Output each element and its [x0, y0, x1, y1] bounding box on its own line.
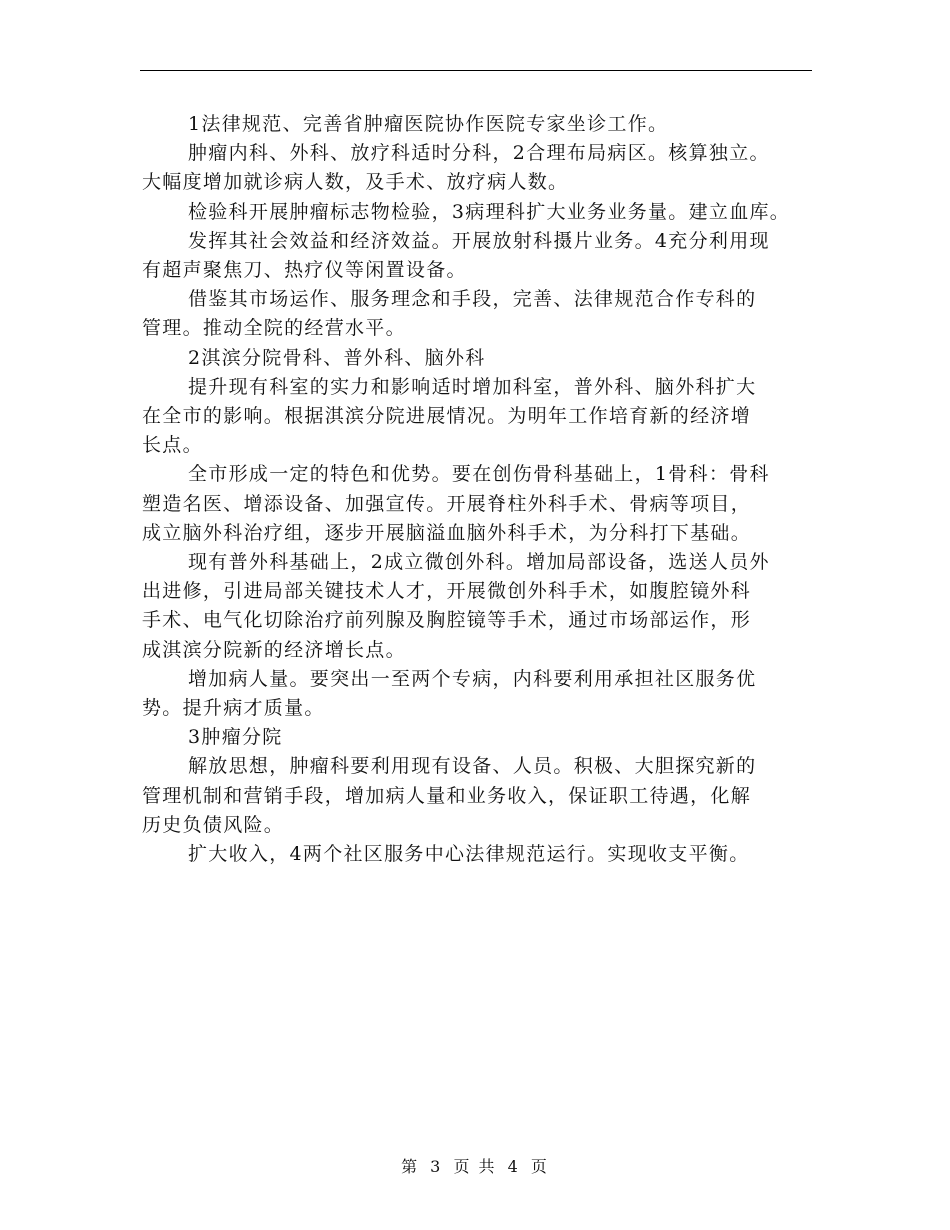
- line-21: 势。提升病才质量。: [142, 697, 325, 720]
- line-8: 管理。推动全院的经营水平。: [142, 317, 406, 340]
- line-4: 检验科开展肿瘤标志物检验，3病理科扩大业务业务量。建立血库。: [188, 200, 791, 223]
- line-11: 在全市的影响。根据淇滨分院进展情况。为明年工作培育新的经济增: [142, 405, 752, 428]
- line-7: 借鉴其市场运作、服务理念和手段，完善、法律规范合作专科的: [188, 288, 757, 311]
- line-12: 长点。: [142, 434, 203, 457]
- page-footer: [0, 1154, 950, 1177]
- line-18: 手术、电气化切除治疗前列腺及胸腔镜等手术，通过市场部运作，形: [142, 609, 752, 632]
- line-13: 全市形成一定的特色和优势。要在创伤骨科基础上，1骨科：骨科: [188, 463, 770, 486]
- line-17: 出进修，引进局部关键技术人才，开展微创外科手术，如腹腔镜外科: [142, 580, 752, 603]
- document-body: [142, 110, 814, 869]
- line-20: 增加病人量。要突出一至两个专病，内科要利用承担社区服务优: [188, 667, 757, 690]
- section-heading-3: 3肿瘤分院: [188, 726, 283, 749]
- footer-prefix: 第: [401, 1157, 420, 1176]
- line-5: 发挥其社会效益和经济效益。开展放射科摄片业务。4充分利用现: [188, 229, 770, 252]
- footer-total-pages: 4: [507, 1157, 520, 1176]
- footer-middle: 页 共: [453, 1157, 497, 1176]
- line-1: 1法律规范、完善省肿瘤医院协作医院专家坐诊工作。: [188, 113, 669, 135]
- line-6: 有超声聚焦刀、热疗仪等闲置设备。: [142, 259, 467, 282]
- line-15: 成立脑外科治疗组，逐步开展脑溢血脑外科手术，为分科打下基础。: [142, 521, 752, 544]
- line-23: 解放思想，肿瘤科要利用现有设备、人员。积极、大胆探究新的: [188, 755, 757, 778]
- footer-suffix: 页: [530, 1157, 549, 1176]
- line-2: 肿瘤内科、外科、放疗科适时分科，2合理布局病区。核算独立。: [188, 142, 770, 165]
- line-3: 大幅度增加就诊病人数，及手术、放疗病人数。: [142, 171, 569, 194]
- line-24: 管理机制和营销手段，增加病人量和业务收入，保证职工待遇，化解: [142, 784, 752, 807]
- line-25: 历史负债风险。: [142, 813, 285, 836]
- line-10: 提升现有科室的实力和影响适时增加科室，普外科、脑外科扩大: [188, 375, 757, 398]
- line-16: 现有普外科基础上，2成立微创外科。增加局部设备，选送人员外: [188, 551, 770, 574]
- line-14: 塑造名医、增添设备、加强宣传。开展脊柱外科手术、骨病等项目，: [142, 492, 752, 515]
- header-rule: [140, 70, 812, 71]
- footer-current-page: 3: [430, 1157, 443, 1176]
- line-26: 扩大收入，4两个社区服务中心法律规范运行。实现收支平衡。: [188, 843, 750, 866]
- line-19: 成淇滨分院新的经济增长点。: [142, 638, 406, 661]
- section-heading-2: 2淇滨分院骨科、普外科、脑外科: [188, 346, 486, 369]
